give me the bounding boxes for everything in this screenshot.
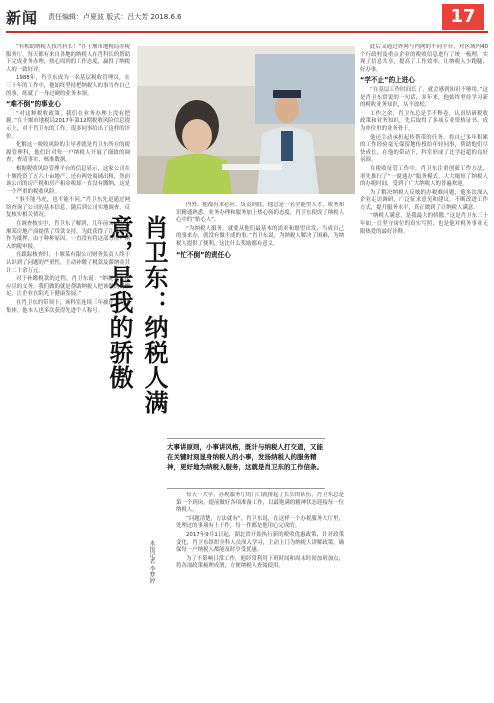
- paragraph: 在调查核实中，肖卫东了解到，几年前公司为十堰某房地产商提供了贷款支持，为此获得了几处房产作为抵押，由于种种原因，一直没有将这部分房产纳入纳税申报。: [6, 221, 130, 250]
- page-number: 17: [442, 4, 484, 30]
- section-heading: “学不止”的上进心: [360, 76, 415, 85]
- editor-meta: 责任编辑：卢夏波 版式：吕大芳 2018.6.6: [48, 13, 182, 21]
- byline: 本报记者 李梦婷: [148, 540, 155, 584]
- paragraph: 对于补缴税款的过程，肖卫东说：“纳税是公民应尽的义务，我们做的就是帮助纳税人把该缴的税缴足，让企业在阳光下健康发展。”: [6, 276, 130, 298]
- paragraph: 化解这一税收风险的主导者就是肖卫东所在的税源管理科，他们针对每一户纳税人开展了细致的调查，查清事实，核准数据。: [6, 142, 130, 164]
- section-heading: “忙不倒”的责任心: [176, 250, 231, 259]
- article-column-right: [360, 44, 488, 696]
- section-title: 新闻: [6, 9, 39, 27]
- article-column-middle: [176, 202, 344, 428]
- pull-quote: 大事讲原则，小事讲风格，既计与纳税人打交道，又能在关键时刻显身纳税人的小事，发扬纳税人的服务精神，更好地为纳税人服务，这就是肖卫东的工作信条。: [167, 438, 325, 489]
- paragraph: “在基层工作时间长了，就会感到知识不够用。”这是肖卫东常说的一句话，多年来，他始终坚持学习新的税收业务知识，从不放松。: [360, 86, 488, 109]
- paragraph: “有相助纳税人找肖科长！”在十堰市地税局办税服务厅，每天都有来自各地的纳税人在肖科长的帮助下完成业务办理，热心周到的工作态度，赢得了纳税人的一致好评。: [6, 44, 130, 73]
- paragraph: 2017年9月1日起，湖北省开始执行新的税收优惠政策，针对政策变化，肖卫东组织全科人员深入学习，主动上门为纳税人讲解政策，确保每一户纳税人都能及时享受优惠。: [176, 531, 344, 554]
- paragraph: 在跟踪核查时，十堰某有限公司财务负责人终于认识到了问题的严重性，主动补缴了税款及滞纳金共计二十余万元。: [6, 252, 130, 274]
- paragraph: 在税收征管工作中，肖卫东注重创新工作方法，率先推行了“一窗通办”服务模式，大大缩短了纳税人的办税时间，受到了广大纳税人的普遍欢迎。: [360, 165, 488, 188]
- paragraph: “对这种税收政策，我们在业务办理上没有把握。”在十堰市地税局2017年第12期税收风险信息提示上，对于肖卫东的工作，很多同事给出了这样的评价。: [6, 110, 130, 140]
- paragraph: 此后又通过外网与内网的不同平台，对区域内40个行政村及重点企业的税收信息进行了统一梳理，实现了信息共享，提高了工作效率，让纳税人少跑腿、好办事。: [360, 44, 488, 73]
- page-header: [0, 0, 494, 34]
- paragraph: 他还主动承担起传帮带的任务，将自己多年积累的工作经验毫无保留地传授给年轻同事，帮助他们尽快成长，在他的带动下，科室形成了比学赶超的良好氛围。: [360, 134, 488, 164]
- paragraph: 为了不影响日常工作，他经常利用下班时间和周末时间加班加点，将各项政策梳理成册，方便纳税人查阅使用。: [176, 555, 344, 570]
- headline: 肖卫东：纳税人满意，是我的骄傲: [105, 215, 169, 415]
- paragraph: “问题清楚，方法就有”，肖卫东说，在这样一个办税服务大厅里，处理过的事项有上千件，每一件都是他用心完成的。: [176, 515, 344, 530]
- paragraph: 内外、他都有求必应、负责到底，他总是一名全能型人才，税务知识精通熟悉，业务办理和服务加上热心肠的态度，肖卫东使成了纳税人心中的“贴心人”。: [176, 202, 344, 224]
- article-column-middle-lower: [176, 492, 344, 696]
- paragraph: “纳税人满意，是我最大的骄傲。”这是肖卫东三十年如一日坚守岗位的真实写照，也是他对税务事业无限热爱的最好诠释。: [360, 213, 488, 235]
- paragraph: 根据税收风险管理平台的信息显示，这家公司在十堰投资了五六十亩地产，还有两处商铺出租，然而该公司的房产税和房产租金税却一直没有缴纳，这是一个严重的税收风险。: [6, 165, 130, 195]
- paragraph: “为纳税人服务，就要从他们最基本的需求和愿望出发，当成自己的事来办，就没有做不成的事。”肖卫东说，为纳税人解决了困难，为纳税人提供了便利，这比什么奖励都有意义。: [176, 225, 344, 247]
- header-rule: [6, 31, 488, 33]
- paragraph: 工作之余，肖卫东总是手不释卷，认真钻研税收政策和业务知识，先后取得了多项专业资格证书，成为单位里的业务骨干。: [360, 110, 488, 132]
- paragraph: 1988年，肖卫东成为一名基层税收管理员，在三十年的工作中，他始终坚持把纳税人的事当作自己的事，练就了一身过硬的业务本领。: [6, 75, 130, 97]
- photo-tax-officer-with-taxpayer: [137, 46, 355, 194]
- paragraph: 每天一大早，办税服务厅的门口就排起了长长的队伍，肖卫东总是第一个到岗，提前做好各项准备工作，以最饱满的精神状态迎接每一位纳税人。: [176, 492, 344, 514]
- paragraph: “事不能马虎，也不能不问。”肖卫东先是通过网络查询了公司的基本信息，随后到公司实地调查，反复核实相关情况。: [6, 197, 130, 219]
- section-heading: “难不倒”的事业心: [6, 100, 61, 109]
- paragraph: 在肖卫东的带领下，该科室连续三年被评为先进集体，他本人也多次获得先进个人称号。: [6, 300, 130, 314]
- paragraph: 为了解决纳税人反映的办税难问题，他多次深入企业走访调研，广泛征求意见和建议，不断改进工作方式，提升服务水平，真正做到了让纳税人满意。: [360, 189, 488, 211]
